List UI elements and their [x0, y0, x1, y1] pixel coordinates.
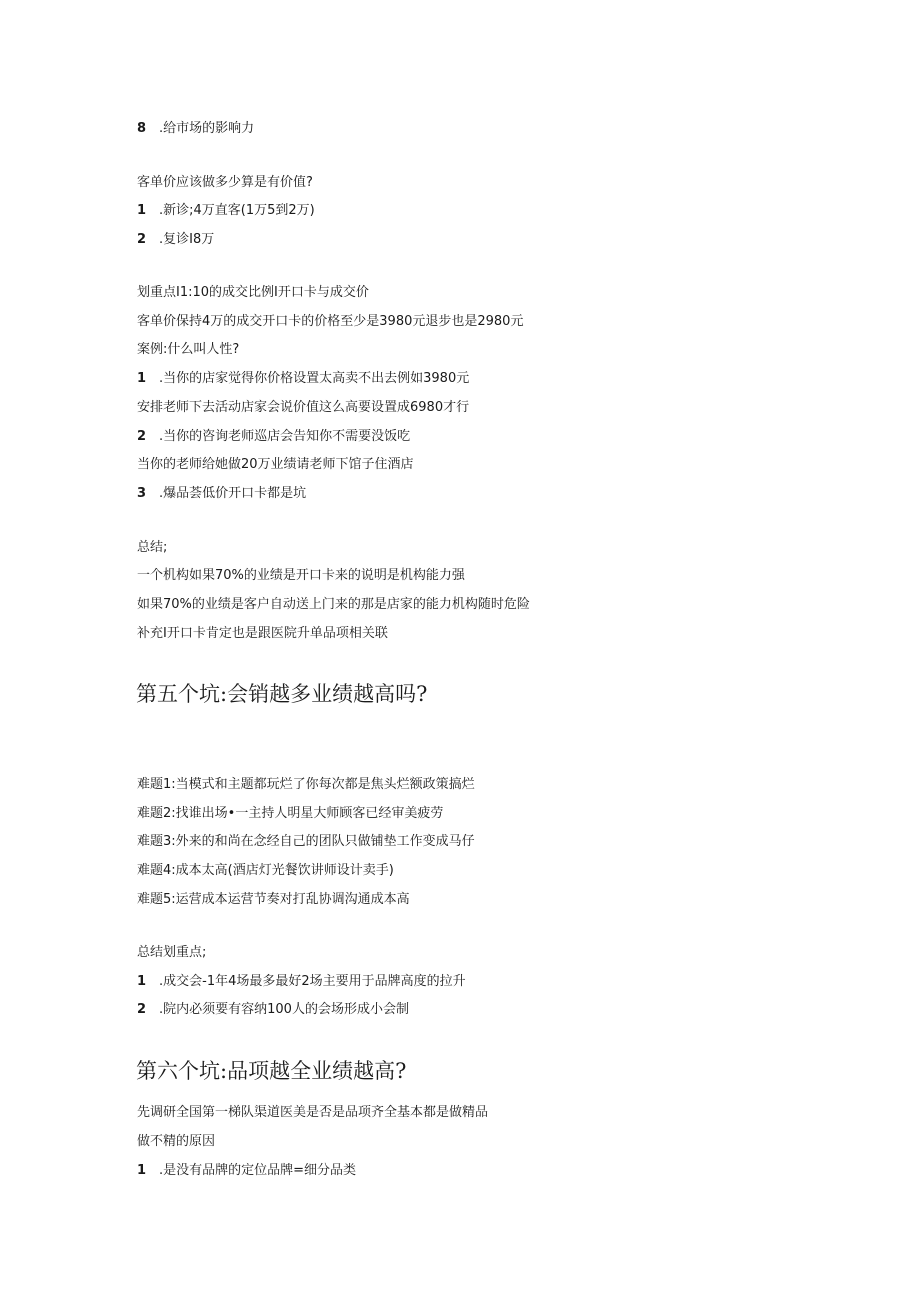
text-line	[137, 568, 465, 584]
list-number: 2	[137, 1002, 147, 1017]
line-text: 安排老师下去活动店家会说价值这么高要设置成6980才行	[137, 400, 470, 415]
line-text: .爆品荟低价开口卡都是坑	[159, 486, 307, 501]
text-line	[137, 892, 410, 908]
text-line	[137, 285, 369, 301]
line-text: 难题4:成本太高(酒店灯光餐饮讲师设计卖手)	[137, 863, 394, 878]
text-line	[137, 203, 315, 219]
text-line	[137, 1163, 356, 1179]
text-line	[137, 429, 410, 445]
line-text: .是没有品牌的定位品牌=细分品类	[159, 1163, 357, 1178]
list-number: 1	[137, 1163, 147, 1178]
text-line	[137, 342, 239, 358]
text-line	[137, 974, 466, 990]
line-text: .当你的店家觉得你价格设置太高卖不出去例如3980元	[159, 371, 470, 386]
text-line	[137, 945, 206, 961]
heading-text: 第六个坑:品项越全业绩越高?	[136, 1059, 407, 1083]
line-text: .新诊;4万直客(1万5到2万)	[159, 203, 315, 218]
list-number: 2	[137, 232, 147, 247]
line-text: .给市场的影响力	[159, 121, 255, 136]
line-text: 客单价保持4万的成交开口卡的价格至少是3980元退步也是2980元	[137, 314, 524, 329]
list-number: 1	[137, 203, 147, 218]
list-number: 8	[137, 121, 147, 136]
line-text: 如果70%的业绩是客户自动送上门来的那是店家的能力机构随时危险	[137, 597, 530, 612]
text-line	[137, 314, 523, 330]
line-text: 客单价应该做多少算是有价值?	[137, 175, 313, 190]
line-text: 做不精的原因	[137, 1134, 216, 1149]
text-line	[137, 175, 313, 191]
text-line	[137, 232, 214, 248]
section-heading	[136, 1058, 406, 1084]
text-line	[137, 806, 443, 822]
line-text: .成交会-1年4场最多最好2场主要用于品牌高度的拉升	[159, 974, 466, 989]
text-line	[137, 1002, 409, 1018]
text-line	[137, 1105, 488, 1121]
line-text: 案例:什么叫人性?	[137, 342, 240, 357]
line-text: 一个机构如果70%的业绩是开口卡来的说明是机构能力强	[137, 568, 465, 583]
line-text: 总结;	[137, 540, 168, 555]
text-line	[137, 597, 530, 613]
line-text: 划重点I1:10的成交比例I开口卡与成交价	[137, 285, 369, 300]
line-text: .复诊I8万	[159, 232, 215, 247]
text-line	[137, 371, 469, 387]
line-text: .院内必须要有容纳100人的会场形成小会制	[159, 1002, 409, 1017]
list-number: 1	[137, 974, 147, 989]
text-line	[137, 626, 388, 642]
line-text: 总结划重点;	[137, 945, 207, 960]
line-text: 难题2:找谁出场•一主持人明星大师顾客已经审美疲劳	[137, 806, 444, 821]
text-line	[137, 777, 475, 793]
line-text: 当你的老师给她做20万业绩请老师下馆子住酒店	[137, 457, 414, 472]
line-text: 先调研全国第一梯队渠道医美是否是品项齐全基本都是做精品	[137, 1105, 489, 1120]
text-line	[137, 400, 469, 416]
text-line	[137, 540, 167, 556]
line-text: 补充I开口卡肯定也是跟医院升单品项相关联	[137, 626, 388, 641]
text-line	[137, 1134, 215, 1150]
line-text: 难题5:运营成本运营节奏对打乱协调沟通成本高	[137, 892, 410, 907]
text-line	[137, 486, 306, 502]
list-number: 2	[137, 429, 147, 444]
list-number: 1	[137, 371, 147, 386]
section-heading	[136, 681, 427, 707]
list-number: 3	[137, 486, 147, 501]
heading-text: 第五个坑:会销越多业绩越高吗?	[136, 682, 428, 706]
text-line	[137, 457, 414, 473]
text-line	[137, 121, 254, 137]
line-text: .当你的咨询老师巡店会告知你不需要没饭吃	[159, 429, 411, 444]
line-text: 难题1:当模式和主题都玩烂了你每次都是焦头烂额政策搞烂	[137, 777, 475, 792]
line-text: 难题3:外来的和尚在念经自己的团队只做铺垫工作变成马仔	[137, 834, 475, 849]
text-line	[137, 834, 475, 850]
text-line	[137, 863, 394, 879]
